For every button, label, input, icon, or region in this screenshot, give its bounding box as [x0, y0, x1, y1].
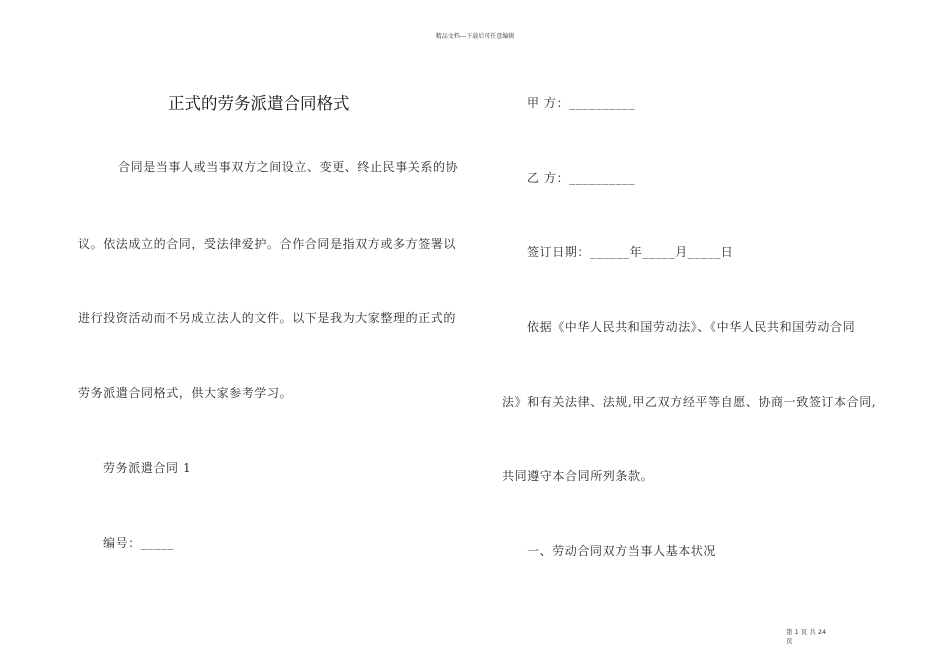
sign-date-field: 签订日期：______年_____月_____日: [527, 245, 734, 259]
intro-line-2: 议。依法成立的合同，受法律爱护。合作合同是指双方或多方签署以: [78, 237, 457, 251]
page-number-suffix: 页: [786, 637, 793, 645]
basis-line-1: 依据《中华人民共和国劳动法》、《中华人民共和国劳动合同: [527, 320, 856, 334]
page-number: 第 1 页 共 24: [786, 628, 827, 636]
basis-line-3: 共同遵守本合同所列条款。: [502, 469, 654, 483]
contract-heading: 劳务派遣合同 1: [103, 461, 192, 475]
intro-line-1: 合同是当事人或当事双方之间设立、变更、终止民事关系的协: [118, 160, 459, 174]
basis-line-2: 法》和有关法律、法规,甲乙双方经平等自愿、协商一致签订本合同,: [502, 395, 877, 409]
page-header: 精品文档---下载后可任意编辑: [435, 33, 515, 40]
intro-line-3: 进行投资活动而不另成立法人的文件。以下是我为大家整理的正式的: [78, 311, 457, 325]
party-b-field: 乙 方：__________: [527, 171, 636, 185]
contract-number-label: 编号：_____: [103, 536, 174, 550]
party-a-field: 甲 方：__________: [527, 96, 636, 110]
section-1-heading: 一、劳动合同双方当事人基本状况: [527, 544, 717, 558]
document-title: 正式的劳务派遣合同格式: [168, 94, 350, 113]
intro-line-4: 劳务派遣合同格式，供大家参考学习。: [78, 386, 293, 400]
